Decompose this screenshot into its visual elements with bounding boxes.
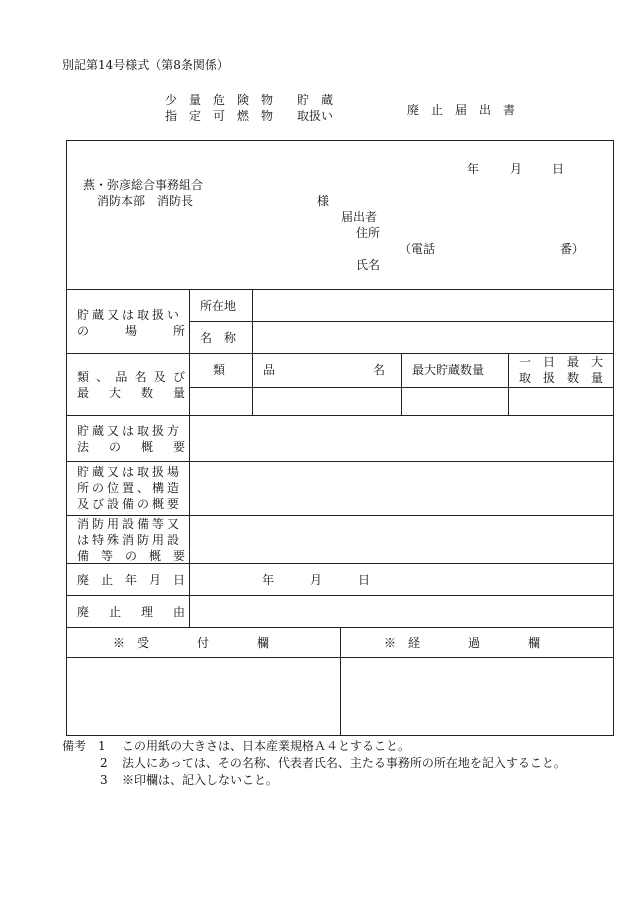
label-char: の [124, 549, 137, 563]
form-label: 別記第14号様式（第8条関係） [62, 58, 229, 72]
abolish-reason-label [77, 604, 185, 620]
label-char: 最 [77, 386, 90, 400]
phone-open: （電話 [399, 242, 436, 256]
label-char: 廃 [77, 573, 90, 587]
label-char: 廃 [77, 605, 90, 619]
note-text: ※印欄は、記入しないこと。 [122, 773, 279, 787]
note-prefix [62, 738, 122, 755]
label-char: 概 [140, 440, 153, 454]
abolish-date-label [77, 572, 185, 588]
title-main: 廃 止 届 出 書 [407, 103, 516, 117]
label-char: 止 [100, 573, 113, 587]
label-char: 場 [124, 324, 137, 338]
label-char: 概 [148, 549, 161, 563]
label-char: 数 [140, 386, 153, 400]
rule [189, 289, 190, 627]
recipient-org: 燕・弥彦総合事務組合 [83, 178, 204, 192]
phone-close: 番） [560, 242, 585, 256]
label-char: 日 [172, 573, 185, 587]
storage-place-label-1: 貯蔵又は取扱い [77, 308, 183, 322]
label-char: び [172, 370, 185, 384]
rule [67, 461, 613, 462]
label-char: 所 [172, 324, 185, 338]
label-char: 要 [172, 549, 185, 563]
note-text: 法人にあっては、その名称、代表者氏名、主たる事務所の所在地を記入すること。 [122, 756, 566, 770]
label-char: の [108, 440, 121, 454]
date-year: 年 [467, 162, 480, 176]
title-line-1: 少 量 危 険 物 貯 蔵 [165, 93, 334, 107]
fire-label-2: は特殊消防用設 [77, 533, 183, 547]
date-day: 日 [552, 162, 565, 176]
note-number: 3 [100, 773, 108, 787]
label-char: 及 [153, 370, 166, 384]
col-kind: 類 [213, 363, 226, 377]
label-char: 品 [115, 370, 128, 384]
recipient-title: 消防本部 消防長 [97, 194, 194, 208]
title-line-2: 指 定 可 燃 物 取扱い [165, 109, 334, 123]
rule [508, 353, 509, 415]
label-char: 年 [124, 573, 137, 587]
notes [62, 738, 622, 789]
label-char: 法 [77, 440, 90, 454]
col-daily-2: 取 扱 数 量 [519, 371, 604, 385]
label-char: 備 [77, 549, 90, 563]
col-daily-1: 一 日 最 大 [519, 355, 604, 369]
rule [252, 353, 253, 415]
applicant-label: 届出者 [341, 210, 378, 224]
progress-header: ※ 経 過 欄 [384, 636, 541, 650]
notes-label: 備考 [62, 739, 87, 753]
label-char: 、 [96, 370, 109, 384]
abolish-date-value: 年 月 日 [262, 573, 371, 587]
method-label-2 [77, 439, 185, 455]
name-label: 氏名 [356, 258, 381, 272]
note-number: 2 [100, 756, 108, 770]
rule [252, 289, 253, 353]
rule [401, 353, 402, 415]
note-item [62, 772, 622, 789]
col-max-storage: 最大貯蔵数量 [412, 363, 485, 377]
label-char: 大 [108, 386, 121, 400]
label-char: 理 [140, 605, 153, 619]
method-label-1: 貯蔵又は取扱方 [77, 424, 183, 438]
col-item-name: 名 [373, 363, 386, 377]
position-label-1: 貯蔵又は取扱場 [77, 465, 183, 479]
label-char: 量 [172, 386, 185, 400]
rule [67, 289, 613, 290]
rule [67, 415, 613, 416]
reception-header: ※ 受 付 欄 [113, 636, 270, 650]
label-char: 月 [148, 573, 161, 587]
label-char: 類 [77, 370, 90, 384]
note-number: 1 [98, 739, 106, 753]
storage-place-label-2 [77, 323, 185, 339]
kind-label-2 [77, 385, 185, 401]
rule [67, 595, 613, 596]
rule [340, 627, 341, 735]
note-item [62, 738, 622, 755]
label-char: 要 [172, 440, 185, 454]
col-item: 品 [263, 363, 276, 377]
label-char: 止 [108, 605, 121, 619]
label-char: 由 [172, 605, 185, 619]
fire-label-1: 消防用設備等又 [77, 517, 183, 531]
position-label-3: 及び設備の概要 [77, 497, 183, 511]
note-item [62, 755, 622, 772]
label-char: 等 [100, 549, 113, 563]
address-label: 住所 [356, 226, 381, 240]
name-field-label: 名 称 [200, 331, 237, 345]
kind-label-1 [77, 369, 185, 385]
form-frame [66, 140, 614, 736]
note-text: この用紙の大きさは、日本産業規格Ａ４とすること。 [122, 739, 411, 753]
location-label: 所在地 [200, 299, 237, 313]
label-char: 名 [134, 370, 147, 384]
label-char: の [77, 324, 90, 338]
position-label-2: 所の位置、構造 [77, 481, 183, 495]
date-month: 月 [510, 162, 523, 176]
honorific: 様 [317, 194, 330, 208]
fire-label-3 [77, 548, 185, 564]
